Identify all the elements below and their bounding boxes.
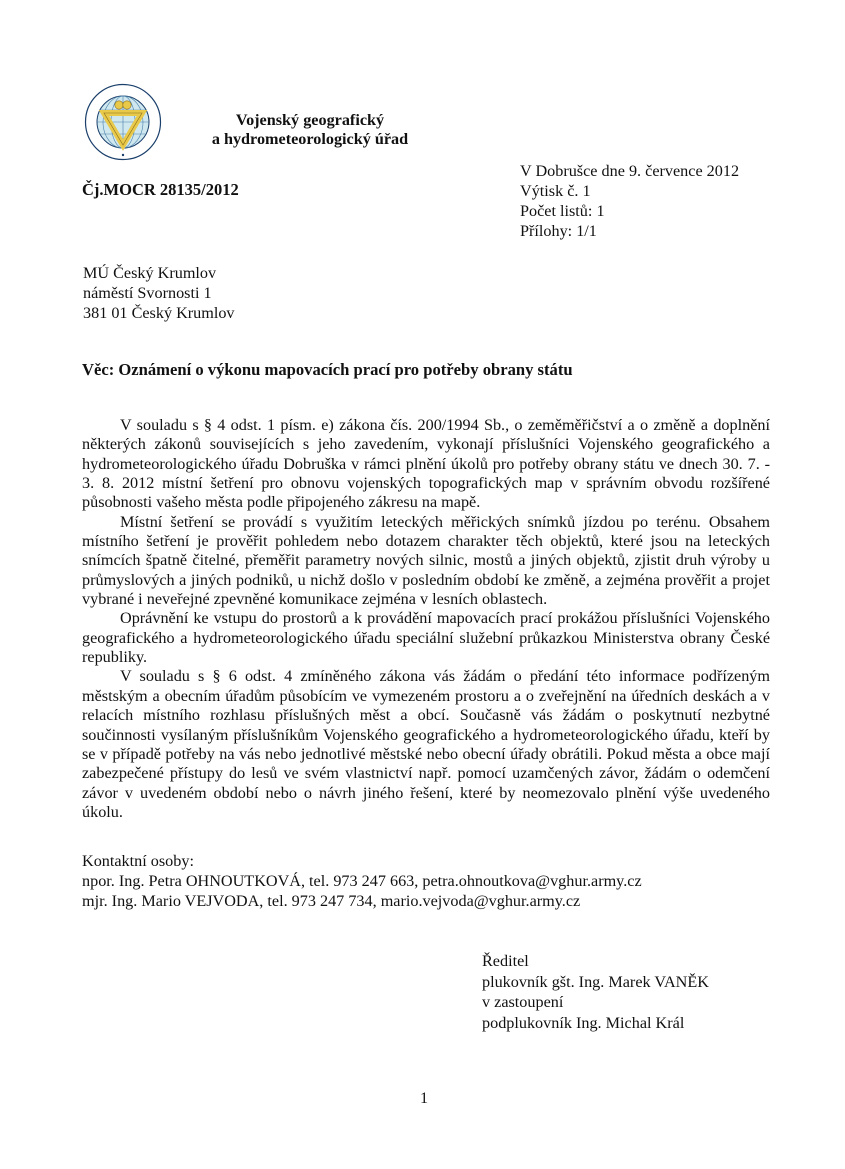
body-paragraph: V souladu s § 6 odst. 4 zmíněného zákona vás žádám o předání této informace podřízeným městským a obecním úřadům působícím ve vymezeném prostoru a o zveřejnění na úředních deskách a v relacích místního rozhlasu příslušných měst a obcí. Současně vás žádám o poskytnutí nezbytné součinnosti vysílaným příslušníkům Vojenského geografického a hydrometeorologického úřadu, kteří by se v případě potřeby na vás nebo jednotlivé městské nebo obecní úřady obrátili. Pokud města a obce mají zabezpečené přístupy do lesů ve svém vlastnictví např. pomocí uzamčených závor, žádám o odemčení závor v uvedeném období nebo o návrh jiného řešení, které by neomezovalo plnění výše uvedeného úkolu.: [82, 667, 770, 821]
reference-number: Čj.MOCR 28135/2012: [82, 180, 239, 199]
signature-signer: podplukovník Ing. Michal Král: [482, 1013, 685, 1032]
body-paragraph: Oprávnění ke vstupu do prostorů a k provádění mapovacích prací prokážou příslušníci Vojenského geografického a hydrometeorologického úřadu speciální služební průkazkou Ministerstva obrany České republiky.: [82, 609, 770, 667]
signature-name: plukovník gšt. Ing. Marek VANĚK: [482, 972, 709, 991]
letter-body: [82, 416, 770, 822]
vghur-emblem-icon: [84, 83, 162, 161]
recipient-line: náměstí Svornosti 1: [83, 284, 212, 302]
body-paragraph: V souladu s § 4 odst. 1 písm. e) zákona čís. 200/1994 Sb., o zeměměřičství a o změně a doplnění některých zákonů souvisejících s jeho zavedením, vykonají příslušníci Vojenského geografického a hydrometeorologického úřadu Dobruška v rámci plnění úkolů pro potřeby obrany státu ve dnech 30. 7. - 3. 8. 2012 místní šetření pro obnovu vojenských topografických map v správním obvodu rozšířené působnosti vašeho města podle připojeného zákresu na mapě.: [82, 416, 770, 512]
signature-on-behalf: v zastoupení: [482, 993, 564, 1011]
recipient-line: MÚ Český Krumlov: [83, 264, 217, 282]
signature-title: Ředitel: [482, 952, 529, 970]
contact-persons: [82, 851, 642, 911]
recipient-address: [83, 263, 235, 323]
place-date: V Dobrušce dne 9. července 2012: [520, 162, 740, 180]
attachments: Přílohy: 1/1: [520, 222, 597, 240]
organization-name: [200, 111, 420, 149]
organization-name-line1: Vojenský geografický: [235, 111, 385, 129]
subject-heading: Věc: Oznámení o výkonu mapovacích prací pro potřeby obrany státu: [82, 360, 573, 379]
organization-name-line2: a hydrometeorologický úřad: [211, 130, 409, 148]
sheet-count: Počet listů: 1: [520, 202, 605, 220]
copy-number: Výtisk č. 1: [520, 182, 591, 200]
recipient-line: 381 01 Český Krumlov: [83, 304, 235, 322]
signature-block: [482, 951, 709, 1033]
contacts-label: Kontaktní osoby:: [82, 852, 194, 870]
page-number: 1: [420, 1089, 429, 1107]
contact-person: mjr. Ing. Mario VEJVODA, tel. 973 247 734, mario.vejvoda@vghur.army.cz: [82, 892, 581, 910]
contact-person: npor. Ing. Petra OHNOUTKOVÁ, tel. 973 247 663, petra.ohnoutkova@vghur.army.cz: [82, 872, 642, 890]
body-paragraph: Místní šetření se provádí s využitím leteckých měřických snímků jízdou po terénu. Obsahem místního šetření je prověřit pohledem nebo dotazem charakter těch objektů, které jsou na leteckých snímcích špatně čitelné, přeměřit parametry nových silnic, mostů a jiných objektů, zjistit druh výroby u průmyslových a jiných podniků, u nichž došlo v posledním období ke změně, a zejména prověřit a projet vybrané i neveřejné zpevněné komunikace zejména v lesních oblastech.: [82, 512, 770, 609]
document-meta: [520, 161, 739, 241]
